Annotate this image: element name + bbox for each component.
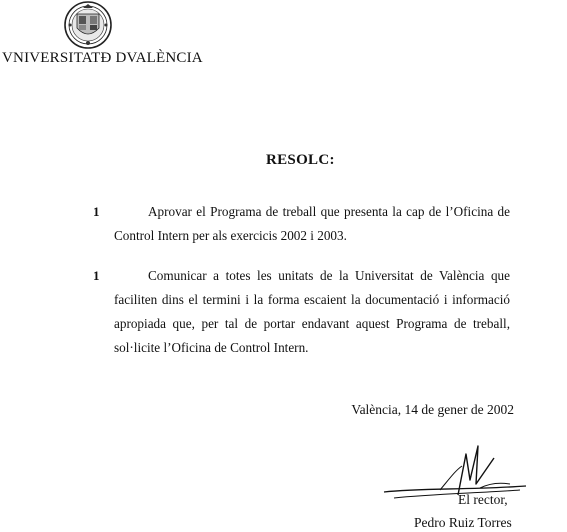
item-text: Aprovar el Programa de treball que presenta la cap de l’Oficina de Control Intern per als exercicis 2002 i 2003. xyxy=(114,204,510,243)
item-text: Comunicar a totes les unitats de la Universitat de València que faciliten dins el termini i la forma escaient la documentació i informació apropiada que, per tal de portar endavant aquest Programa de treball, sol·licite l’Oficina de Control Intern. xyxy=(114,268,510,355)
item-number: 1 xyxy=(93,204,100,219)
place-date: València, 14 de gener de 2002 xyxy=(351,402,514,417)
institution-wordmark: VNIVERSITATÐ DVALÈNCIA xyxy=(2,50,203,66)
resolution-heading: RESOLC: xyxy=(266,152,335,168)
university-seal-icon xyxy=(61,0,115,50)
signer-title: El rector, xyxy=(458,492,508,507)
item-number: 1 xyxy=(93,268,100,283)
signer-name: Pedro Ruiz Torres xyxy=(414,515,512,530)
